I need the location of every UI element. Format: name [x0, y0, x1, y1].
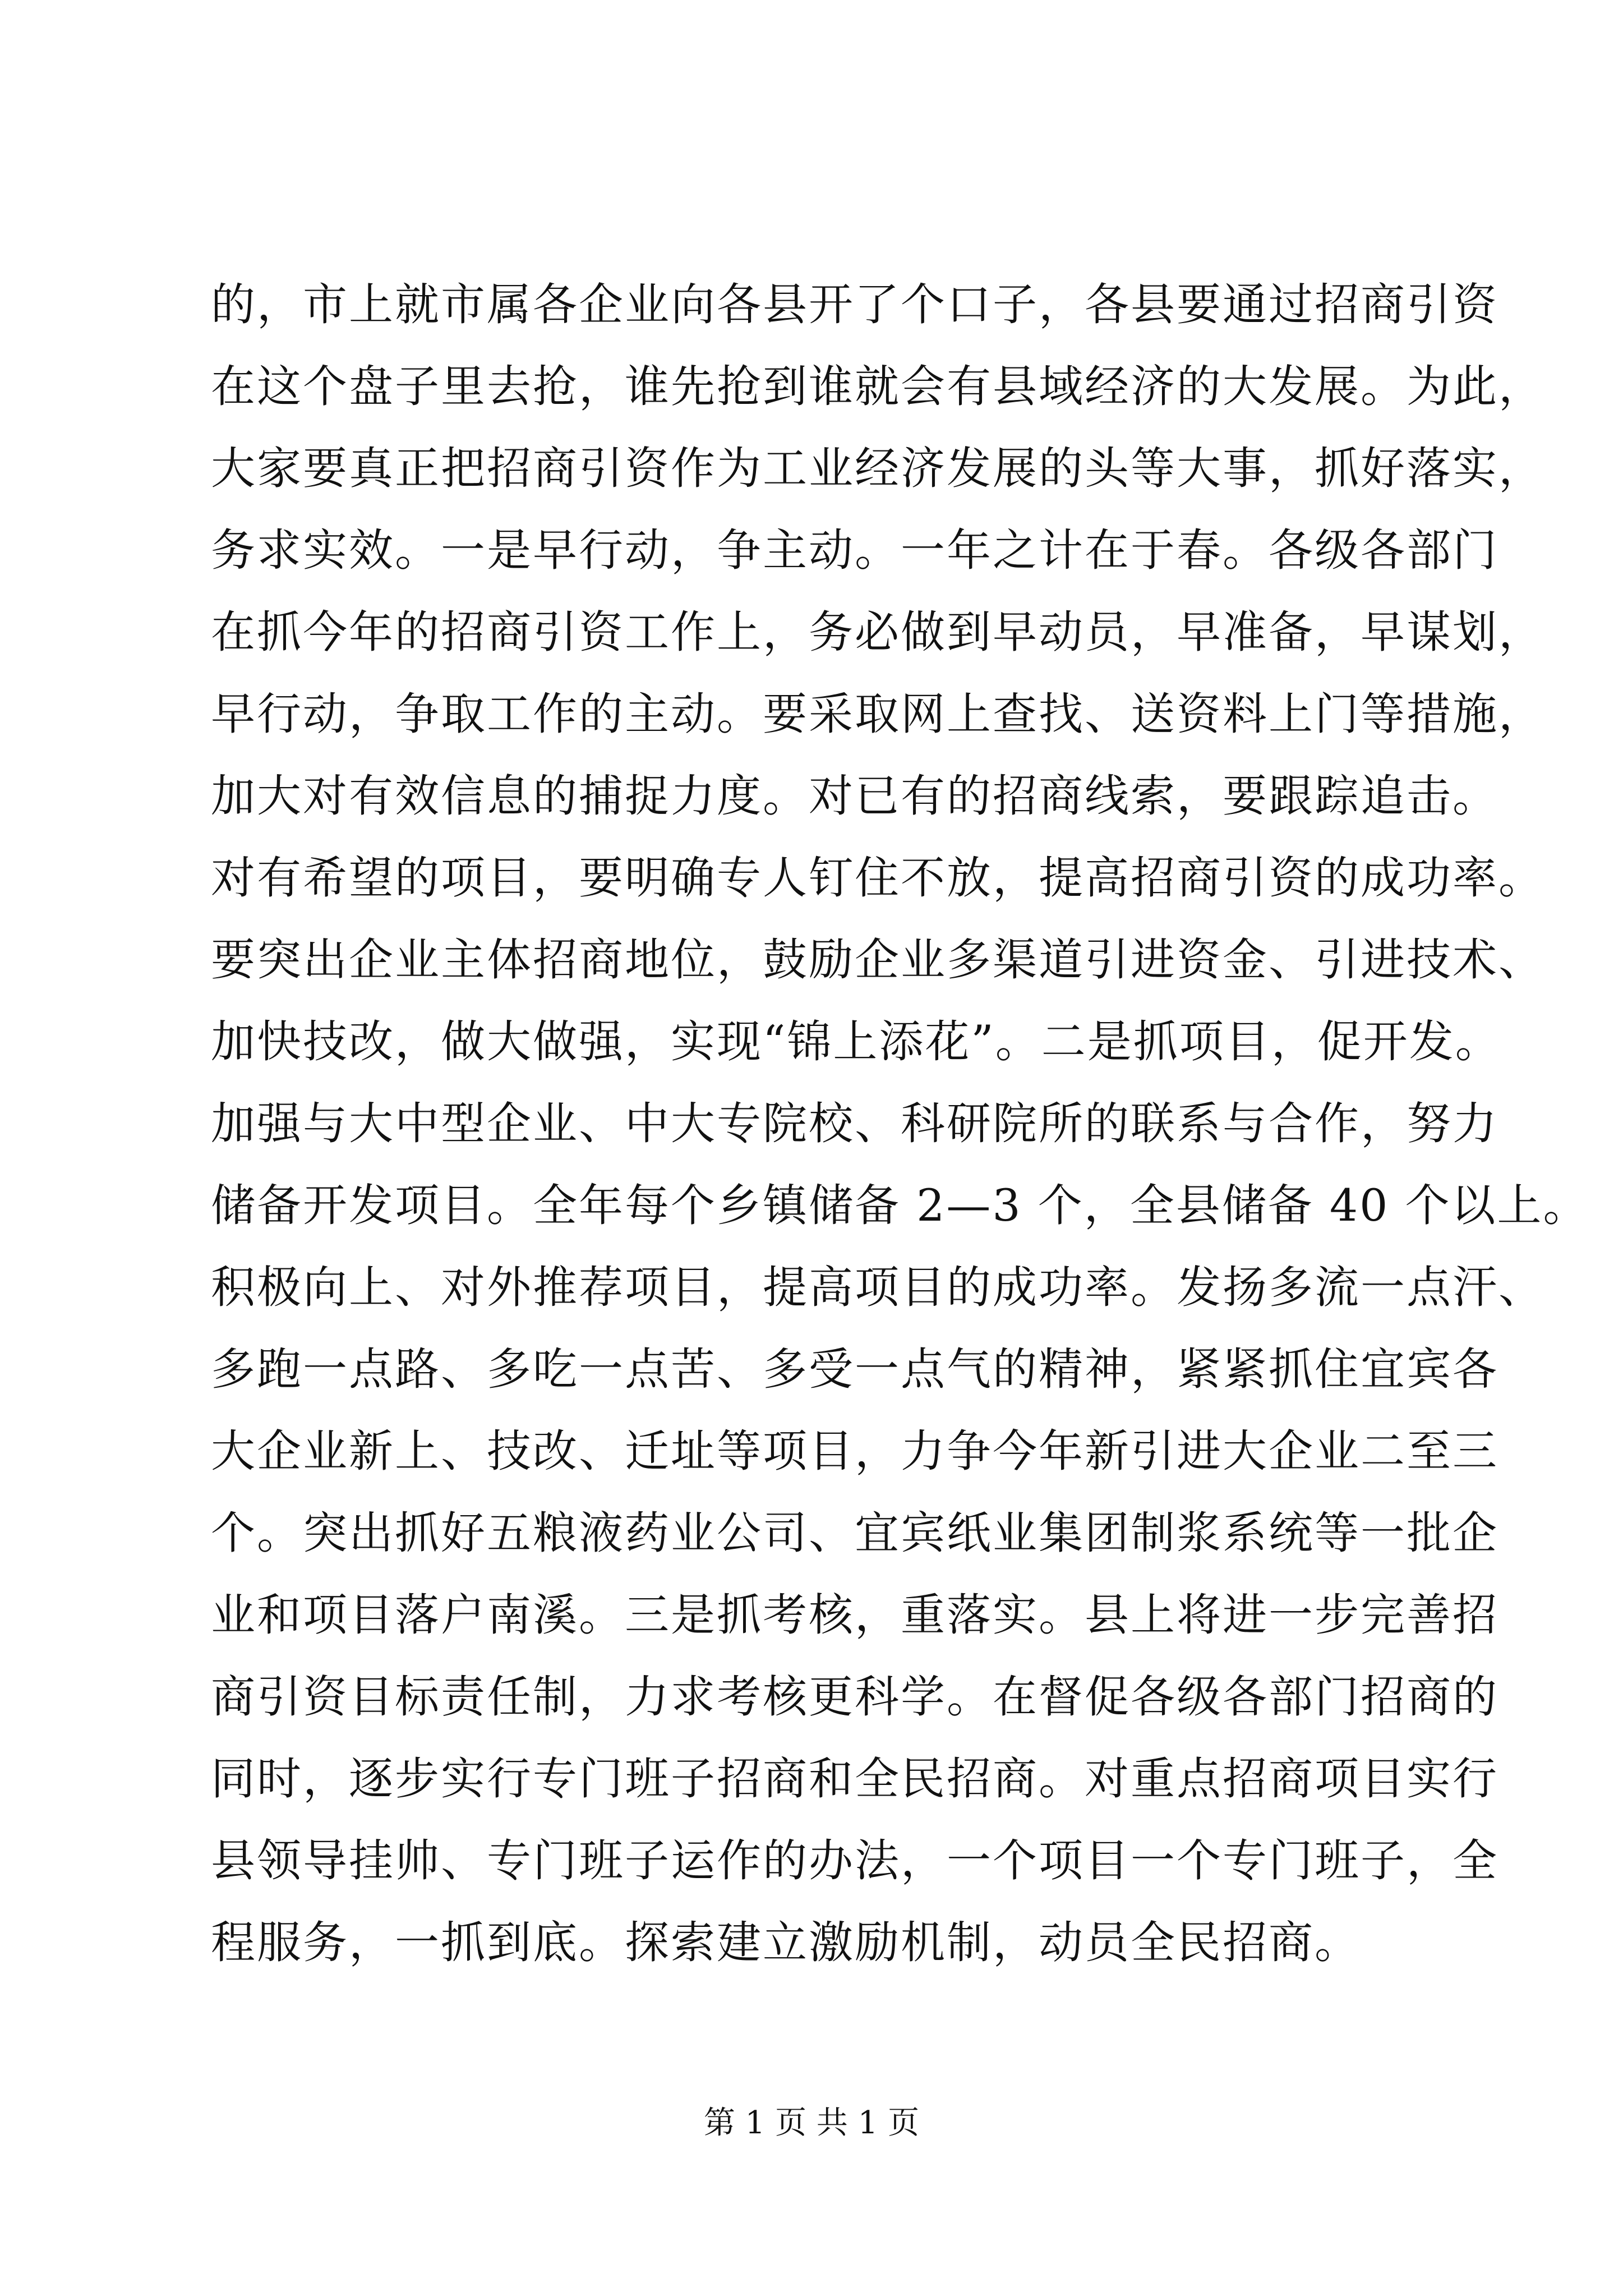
text-line: 加大对有效信息的捕捉力度。对已有的招商线索，要跟踪追击。: [211, 770, 1498, 822]
text-line: 积极向上、对外推荐项目，提高项目的成功率。发扬多流一点汗、: [211, 1262, 1544, 1313]
text-line: 加快技改，做大做强，实现“锦上添花”。二是抓项目，促开发。: [211, 1016, 1501, 1068]
text-line: 业和项目落户南溪。三是抓考核，重落实。县上将进一步完善招: [211, 1589, 1498, 1641]
text-line: 县领导挂帅、专门班子运作的办法，一个项目一个专门班子，全: [211, 1835, 1498, 1887]
text-line: 务求实效。一是早行动，争主动。一年之计在于春。各级各部门: [211, 524, 1498, 576]
body-text: [211, 264, 1589, 1984]
text-line: 大企业新上、技改、迁址等项目，力争今年新引进大企业二至三: [211, 1425, 1498, 1477]
text-line: 的，市上就市属各企业向各县开了个口子，各县要通过招商引资: [211, 279, 1498, 330]
text-line: 要突出企业主体招商地位，鼓励企业多渠道引进资金、引进技术、: [211, 934, 1544, 986]
text-line: 个。突出抓好五粮液药业公司、宜宾纸业集团制浆系统等一批企: [211, 1507, 1498, 1559]
text-line: 程服务，一抓到底。探索建立激励机制，动员全民招商。: [211, 1917, 1361, 1968]
page-footer: 第 1 页 共 1 页: [703, 2105, 920, 2141]
text-line: 对有希望的项目，要明确专人钉住不放，提高招商引资的成功率。: [211, 852, 1544, 904]
text-line: 商引资目标责任制，力求考核更科学。在督促各级各部门招商的: [211, 1671, 1498, 1723]
text-line: 大家要真正把招商引资作为工业经济发展的头等大事，抓好落实，: [211, 443, 1544, 494]
text-line: 储备开发项目。全年每个乡镇储备 2—3 个，全县储备 40 个以上。: [211, 1180, 1589, 1231]
text-line: 在抓今年的招商引资工作上，务必做到早动员，早准备，早谋划，: [211, 606, 1544, 658]
text-line: 多跑一点路、多吃一点苦、多受一点气的精神，紧紧抓住宜宾各: [211, 1343, 1498, 1395]
text-line: 早行动，争取工作的主动。要采取网上查找、送资料上门等措施，: [211, 688, 1544, 740]
text-line: 加强与大中型企业、中大专院校、科研院所的联系与合作，努力: [211, 1098, 1498, 1149]
text-line: 在这个盘子里去抢，谁先抢到谁就会有县域经济的大发展。为此，: [211, 361, 1544, 412]
text-line: 同时，逐步实行专门班子招商和全民招商。对重点招商项目实行: [211, 1753, 1498, 1805]
